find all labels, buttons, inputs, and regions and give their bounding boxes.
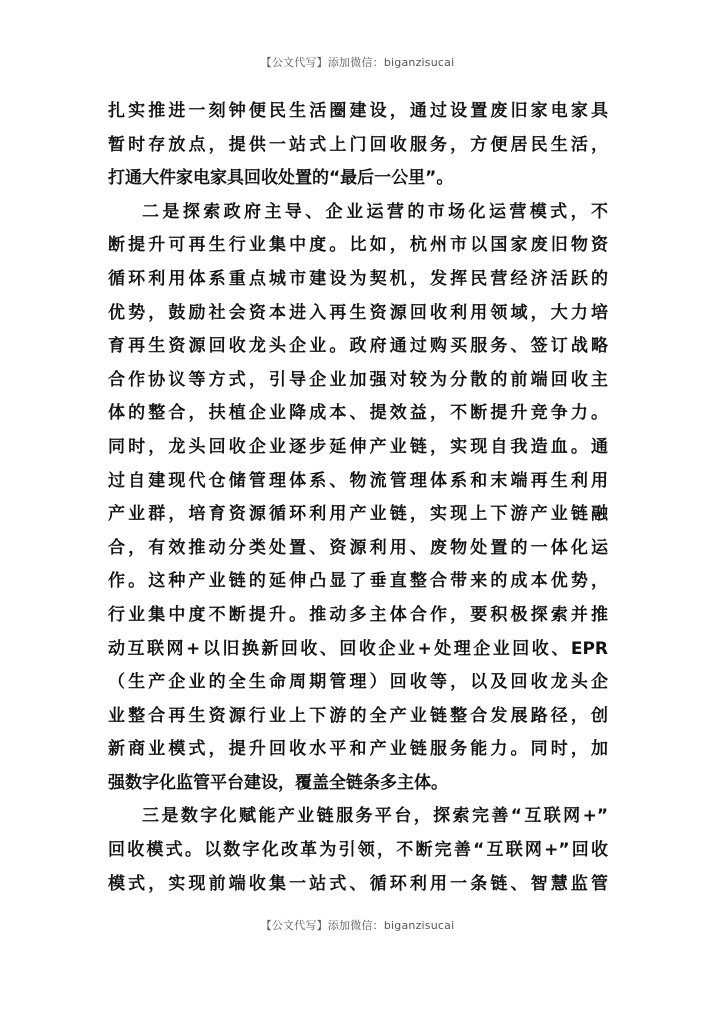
text-line: 新商业模式，提升回收水平和产业链服务能力。同时，加 <box>108 739 608 760</box>
text-line: 行业集中度不断提升。推动多主体合作，要积极探索并推 <box>108 604 608 625</box>
footer-watermark-note: 【公文代写】添加微信：biganzisucai <box>260 919 455 932</box>
document-body <box>108 95 608 901</box>
text-line: 打通大件家电家具回收处置的“最后一公里”。 <box>108 168 454 189</box>
paragraph-3 <box>108 800 608 901</box>
text-line: 过自建现代仓储管理体系、物流管理体系和末端再生利用 <box>108 470 608 491</box>
paragraph-1 <box>108 95 608 196</box>
text-line: 合作协议等方式，引导企业加强对较为分散的前端回收主 <box>108 369 608 390</box>
text-line: 扎实推进一刻钟便民生活圈建设，通过设置废旧家电家具 <box>108 101 608 121</box>
text-line: 二是探索政府主导、企业运营的市场化运营模式，不 <box>142 201 608 222</box>
paragraph-2 <box>108 196 608 801</box>
text-line: 动互联网+以旧换新回收、回收企业+处理企业回收、EPR <box>108 638 608 659</box>
text-line: 同时，龙头回收企业逐步延伸产业链，实现自我造血。通 <box>108 436 608 457</box>
text-line: 体的整合，扶植企业降成本、提效益，不断提升竞争力。 <box>108 403 608 424</box>
text-line: 育再生资源回收龙头企业。政府通过购买服务、签订战略 <box>108 336 608 357</box>
header-watermark-note: 【公文代写】添加微信：biganzisucai <box>260 56 455 69</box>
text-line: 三是数字化赋能产业链服务平台，探索完善“互联网+” <box>142 806 608 827</box>
text-line: 强数字化监管平台建设，覆盖全链条多主体。 <box>108 772 448 793</box>
text-line: 产业群，培育资源循环利用产业链，实现上下游产业链融 <box>108 504 608 525</box>
text-line: 回收模式。以数字化改革为引领，不断完善“互联网+”回收 <box>108 840 608 861</box>
text-line: 模式，实现前端收集一站式、循环利用一条链、智慧监管 <box>108 873 608 894</box>
text-line: 暂时存放点，提供一站式上门回收服务，方便居民生活， <box>108 134 608 155</box>
text-line: 作。这种产业链的延伸凸显了垂直整合带来的成本优势， <box>108 571 608 592</box>
text-line: 业整合再生资源行业上下游的全产业链整合发展路径，创 <box>108 705 608 726</box>
text-line: 断提升可再生行业集中度。比如，杭州市以国家废旧物资 <box>108 235 608 256</box>
text-line: 优势，鼓励社会资本进入再生资源回收利用领域，大力培 <box>108 302 608 323</box>
text-line: （生产企业的全生命周期管理）回收等，以及回收龙头企 <box>108 672 608 693</box>
text-line: 循环利用体系重点城市建设为契机，发挥民营经济活跃的 <box>108 268 608 289</box>
text-line: 合，有效推动分类处置、资源利用、废物处置的一体化运 <box>108 537 608 558</box>
